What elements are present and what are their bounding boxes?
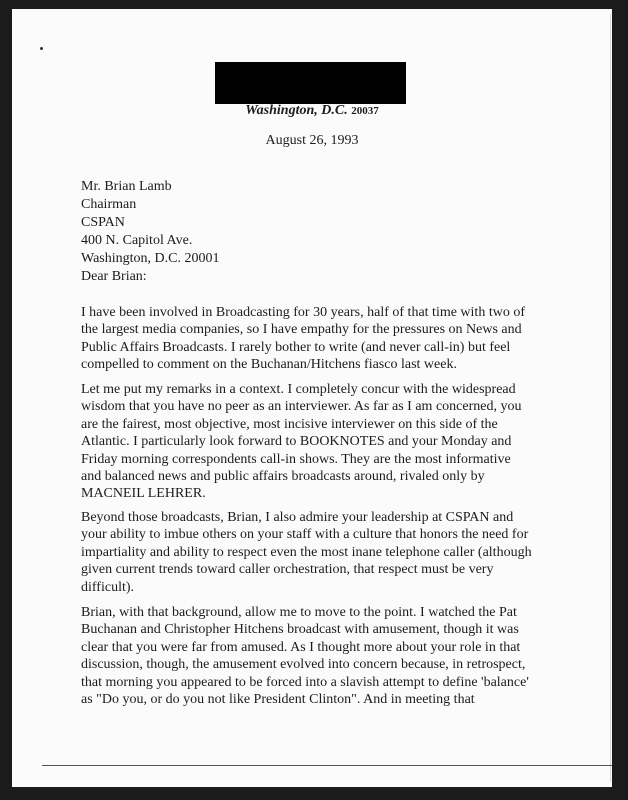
- paragraph-line: Public Affairs Broadcasts. I rarely bother to write (and never call-in) but feel: [81, 339, 511, 355]
- paragraph-line: as "Do you, or do you not like President Clinton". And in meeting that: [81, 692, 475, 708]
- paragraph-1: [81, 304, 571, 374]
- recipient-organization: CSPAN: [81, 215, 125, 230]
- paragraph-line: and balanced news and public affairs broadcasts around, rivaled only by: [81, 469, 485, 485]
- paragraph-line: wisdom that you have no peer as an interviewer. As far as I am concerned, you: [81, 399, 522, 415]
- letterhead: [12, 103, 612, 119]
- paragraph-line: compelled to comment on the Buchanan/Hitchens fiasco last week.: [81, 357, 457, 373]
- paragraph-2: [81, 381, 571, 503]
- paragraph-line: Brian, with that background, allow me to move to the point. I watched the Pat: [81, 605, 517, 620]
- paragraph-line: Friday morning correspondents call-in shows. They are the most informative: [81, 451, 511, 467]
- paragraph-line: discussion, though, the amusement evolved into concern because, in retrospect,: [81, 657, 526, 673]
- paragraph-line: clear that you were far from amused. As I thought more about your role in that: [81, 639, 521, 655]
- paragraph-line: impartiality and ability to respect even the most inane telephone caller (although: [81, 544, 532, 560]
- paragraph-4: [81, 604, 571, 708]
- paragraph-line: are the fairest, most objective, most incisive interviewer on this side of the: [81, 416, 498, 432]
- recipient-street: 400 N. Capitol Ave.: [81, 233, 193, 248]
- paragraph-3: [81, 509, 571, 596]
- paragraph-line: Atlantic. I particularly look forward to BOOKNOTES and your Monday and: [81, 434, 512, 450]
- paragraph-line: that morning you appeared to be forced into a slavish attempt to define 'balance': [81, 674, 529, 690]
- letter-page: [12, 9, 612, 787]
- paragraph-line: your ability to imbue others on your staff with a culture that honors the need for: [81, 527, 529, 543]
- paragraph-line: I have been involved in Broadcasting for 30 years, half of that time with two of: [81, 305, 525, 320]
- paragraph-line: the largest media companies, so I have empathy for the pressures on News and: [81, 322, 522, 338]
- paragraph-line: Beyond those broadcasts, Brian, I also admire your leadership at CSPAN and: [81, 510, 514, 525]
- letterhead-city: Washington, D.C.: [245, 103, 348, 118]
- letter-date: August 26, 1993: [265, 133, 359, 148]
- paragraph-line: difficult).: [81, 579, 135, 595]
- salutation: Dear Brian:: [81, 269, 147, 284]
- bottom-rule: [42, 765, 612, 766]
- scan-speck: [40, 47, 43, 50]
- redaction-block: [215, 62, 406, 104]
- recipient-name: Mr. Brian Lamb: [81, 179, 172, 194]
- letterhead-zip: 20037: [351, 105, 379, 117]
- paragraph-line: Let me put my remarks in a context. I completely concur with the widespread: [81, 382, 516, 397]
- paragraph-line: MACNEIL LEHRER.: [81, 486, 206, 502]
- recipient-address: [81, 178, 219, 268]
- page-edge-line: [610, 14, 611, 782]
- recipient-city: Washington, D.C. 20001: [81, 251, 220, 266]
- paragraph-line: Buchanan and Christopher Hitchens broadcast with amusement, though it was: [81, 622, 519, 638]
- recipient-title: Chairman: [81, 197, 137, 212]
- paragraph-line: given current trends toward caller orchestration, that respect must be very: [81, 562, 494, 578]
